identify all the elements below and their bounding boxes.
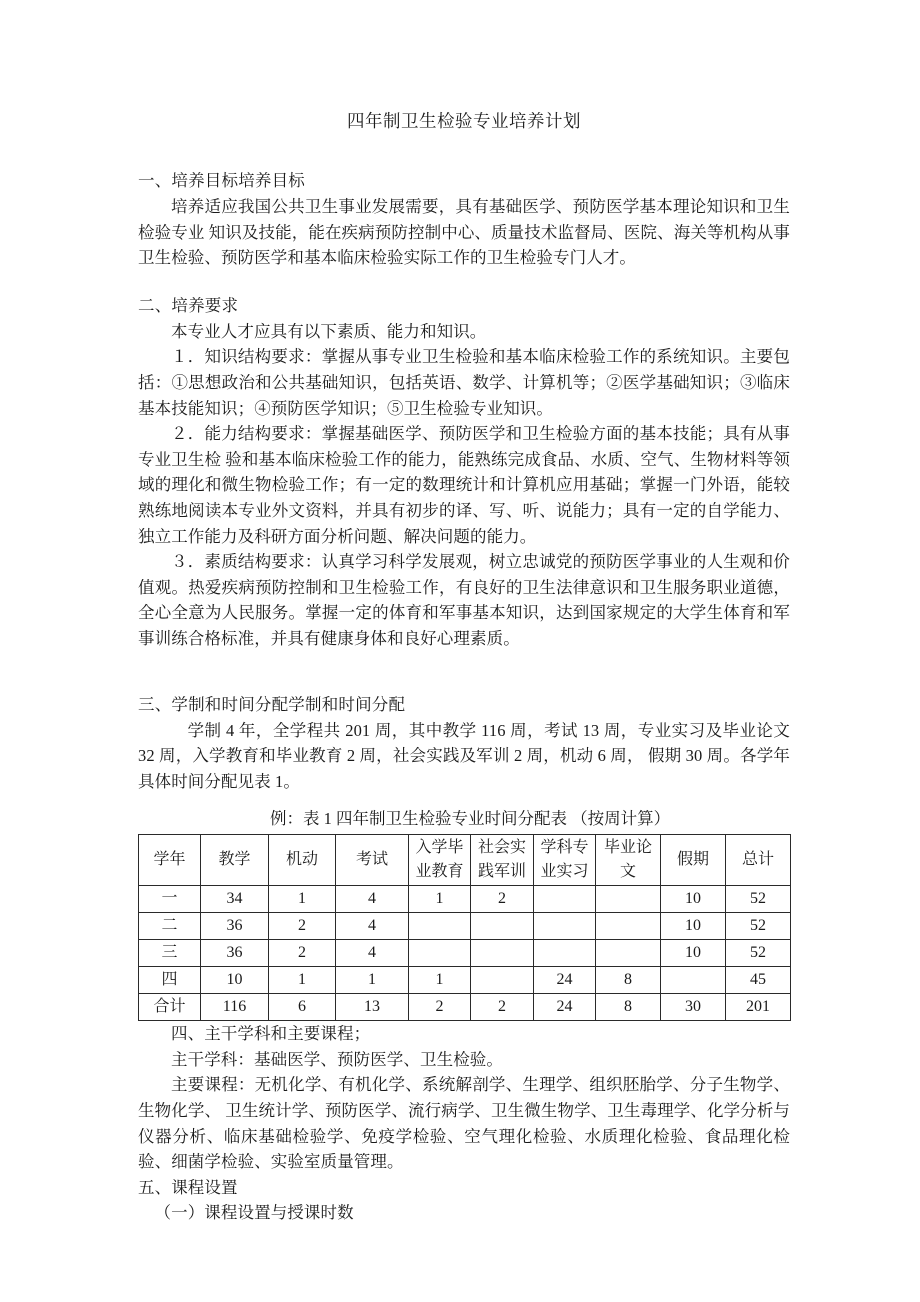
table-cell: 8 xyxy=(596,994,661,1021)
table-row xyxy=(139,913,791,940)
table-cell: 52 xyxy=(726,886,791,913)
time-allocation-table xyxy=(138,834,791,1021)
table-cell: 1 xyxy=(269,886,336,913)
table-cell: 2 xyxy=(471,886,534,913)
table-cell xyxy=(596,886,661,913)
main-courses-paragraph: 主要课程：无机化学、有机化学、系统解剖学、生理学、组织胚胎学、分子生物学、生物化学、 卫生统计学、预防医学、流行病学、卫生微生物学、卫生毒理学、化学分析与仪器分析、临床基础检验学、免疫学检验、空气理化检验、水质理化检验、食品理化检验、细菌学检验、实验室质量管理。 xyxy=(138,1075,790,1172)
table-cell: 10 xyxy=(661,913,726,940)
table-cell: 1 xyxy=(269,967,336,994)
table-cell xyxy=(661,967,726,994)
table-cell: 24 xyxy=(534,967,596,994)
table-row xyxy=(139,967,791,994)
table-cell: 1 xyxy=(409,967,471,994)
table-cell: 52 xyxy=(726,940,791,967)
table-cell: 4 xyxy=(336,913,409,940)
table-cell: 13 xyxy=(336,994,409,1021)
table-header-cell-7: 毕业论文 xyxy=(596,835,661,886)
table-row xyxy=(139,940,791,967)
table-body xyxy=(139,886,791,1021)
table-cell: 三 xyxy=(139,940,201,967)
table-header-cell-4: 入学毕业教育 xyxy=(409,835,471,886)
table-cell xyxy=(471,913,534,940)
section-heading-3: 三、学制和时间分配学制和时间分配 xyxy=(138,694,406,714)
table-cell xyxy=(534,940,596,967)
section-3-paragraph-1: 学制 4 年，全学程共 201 周，其中教学 116 周，考试 13 周，专业实习及毕业论文 32 周，入学教育和毕业教育 2 周，社会实践及军训 2 周，机动 6 周， 假期 30 周。各学年具体时间分配见表 1。 xyxy=(138,720,790,791)
table-cell: 36 xyxy=(201,940,269,967)
table-cell: 2 xyxy=(471,994,534,1021)
table-cell: 4 xyxy=(336,886,409,913)
table-cell: 四 xyxy=(139,967,201,994)
table-cell: 34 xyxy=(201,886,269,913)
subsection-heading-5-1: （一）课程设置与授课时数 xyxy=(154,1203,354,1223)
table-cell: 4 xyxy=(336,940,409,967)
table-cell: 201 xyxy=(726,994,791,1021)
table-cell xyxy=(534,913,596,940)
table-cell xyxy=(471,940,534,967)
table-header-cell-5: 社会实践军训 xyxy=(471,835,534,886)
spacer xyxy=(138,652,790,692)
table-cell: 合计 xyxy=(139,994,201,1021)
table-cell xyxy=(471,967,534,994)
section-1-paragraph-1: 培养适应我国公共卫生事业发展需要，具有基础医学、预防医学基本理论知识和卫生检验专业 知识及技能，能在疾病预防控制中心、质量技术监督局、医院、海关等机构从事卫生检验、预防医学和基本临床检验实际工作的卫生检验专门人才。 xyxy=(138,197,790,268)
table-header-cell-8: 假期 xyxy=(661,835,726,886)
table-cell xyxy=(596,940,661,967)
table-cell: 45 xyxy=(726,967,791,994)
main-subjects-paragraph: 主干学科：基础医学、预防医学、卫生检验。 xyxy=(171,1049,503,1069)
table-header-cell-6: 学科专业实习 xyxy=(534,835,596,886)
table-row xyxy=(139,886,791,913)
table-cell: 2 xyxy=(269,913,336,940)
table-cell: 10 xyxy=(201,967,269,994)
table-cell: 一 xyxy=(139,886,201,913)
table-header-cell-3: 考试 xyxy=(336,835,409,886)
table-cell xyxy=(409,940,471,967)
table-row-total xyxy=(139,994,791,1021)
section-2-paragraph-4: ３．素质结构要求：认真学习科学发展观，树立忠诚党的预防医学事业的人生观和价值观。热爱疾病预防控制和卫生检验工作，有良好的卫生法律意识和卫生服务职业道德，全心全意为人民服务。掌握一定的体育和军事基本知识，达到国家规定的大学生体育和军事训练合格标准，并具有健康身体和良好心理素质。 xyxy=(138,552,790,648)
section-heading-5: 五、课程设置 xyxy=(138,1177,238,1197)
page-title: 四年制卫生检验专业培养计划 xyxy=(347,111,581,131)
table-cell: 1 xyxy=(336,967,409,994)
table-cell: 24 xyxy=(534,994,596,1021)
table-cell: 二 xyxy=(139,913,201,940)
spacer xyxy=(138,271,790,293)
table-cell: 30 xyxy=(661,994,726,1021)
table-caption: 例：表 1 四年制卫生检验专业时间分配表 （按周计算） xyxy=(269,809,671,829)
section-2-paragraph-2: １．知识结构要求：掌握从事专业卫生检验和基本临床检验工作的系统知识。主要包括：①思想政治和公共基础知识，包括英语、数学、计算机等；②医学基础知识；③临床基本技能知识；④预防医学知识；⑤卫生检验专业知识。 xyxy=(138,347,790,418)
table-cell xyxy=(534,886,596,913)
table-header-cell-1: 教学 xyxy=(201,835,269,886)
section-heading-4: 四、主干学科和主要课程； xyxy=(171,1024,371,1044)
table-header-cell-9: 总计 xyxy=(726,835,791,886)
table-cell: 8 xyxy=(596,967,661,994)
table-header xyxy=(139,835,791,886)
table-cell: 52 xyxy=(726,913,791,940)
table-cell: 1 xyxy=(409,886,471,913)
table-cell xyxy=(409,913,471,940)
table-cell: 2 xyxy=(269,940,336,967)
section-2-paragraph-3: ２．能力结构要求：掌握基础医学、预防医学和卫生检验方面的基本技能；具有从事专业卫生检 验和基本临床检验工作的能力，能熟练完成食品、水质、空气、生物材料等领域的理化和微生物检验工作；有一定的数理统计和计算机应用基础；掌握一门外语，能较熟练地阅读本专业外文资料，并具有初步的译、写、听、说能力；具有一定的自学能力、独立工作能力及科研方面分析问题、解决问题的能力。 xyxy=(138,424,790,546)
section-2-paragraph-1: 本专业人才应具有以下素质、能力和知识。 xyxy=(171,321,487,341)
table-cell: 10 xyxy=(661,886,726,913)
section-heading-2: 二、培养要求 xyxy=(138,295,239,315)
table-header-cell-2: 机动 xyxy=(269,835,336,886)
table-cell: 2 xyxy=(409,994,471,1021)
table-cell: 116 xyxy=(201,994,269,1021)
table-cell: 6 xyxy=(269,994,336,1021)
section-heading-1: 一、培养目标培养目标 xyxy=(138,171,305,190)
table-cell: 36 xyxy=(201,913,269,940)
table-cell xyxy=(596,913,661,940)
table-header-row xyxy=(139,835,791,886)
table-header-cell-0: 学年 xyxy=(139,835,201,886)
table-cell: 10 xyxy=(661,940,726,967)
spacer xyxy=(138,794,790,807)
